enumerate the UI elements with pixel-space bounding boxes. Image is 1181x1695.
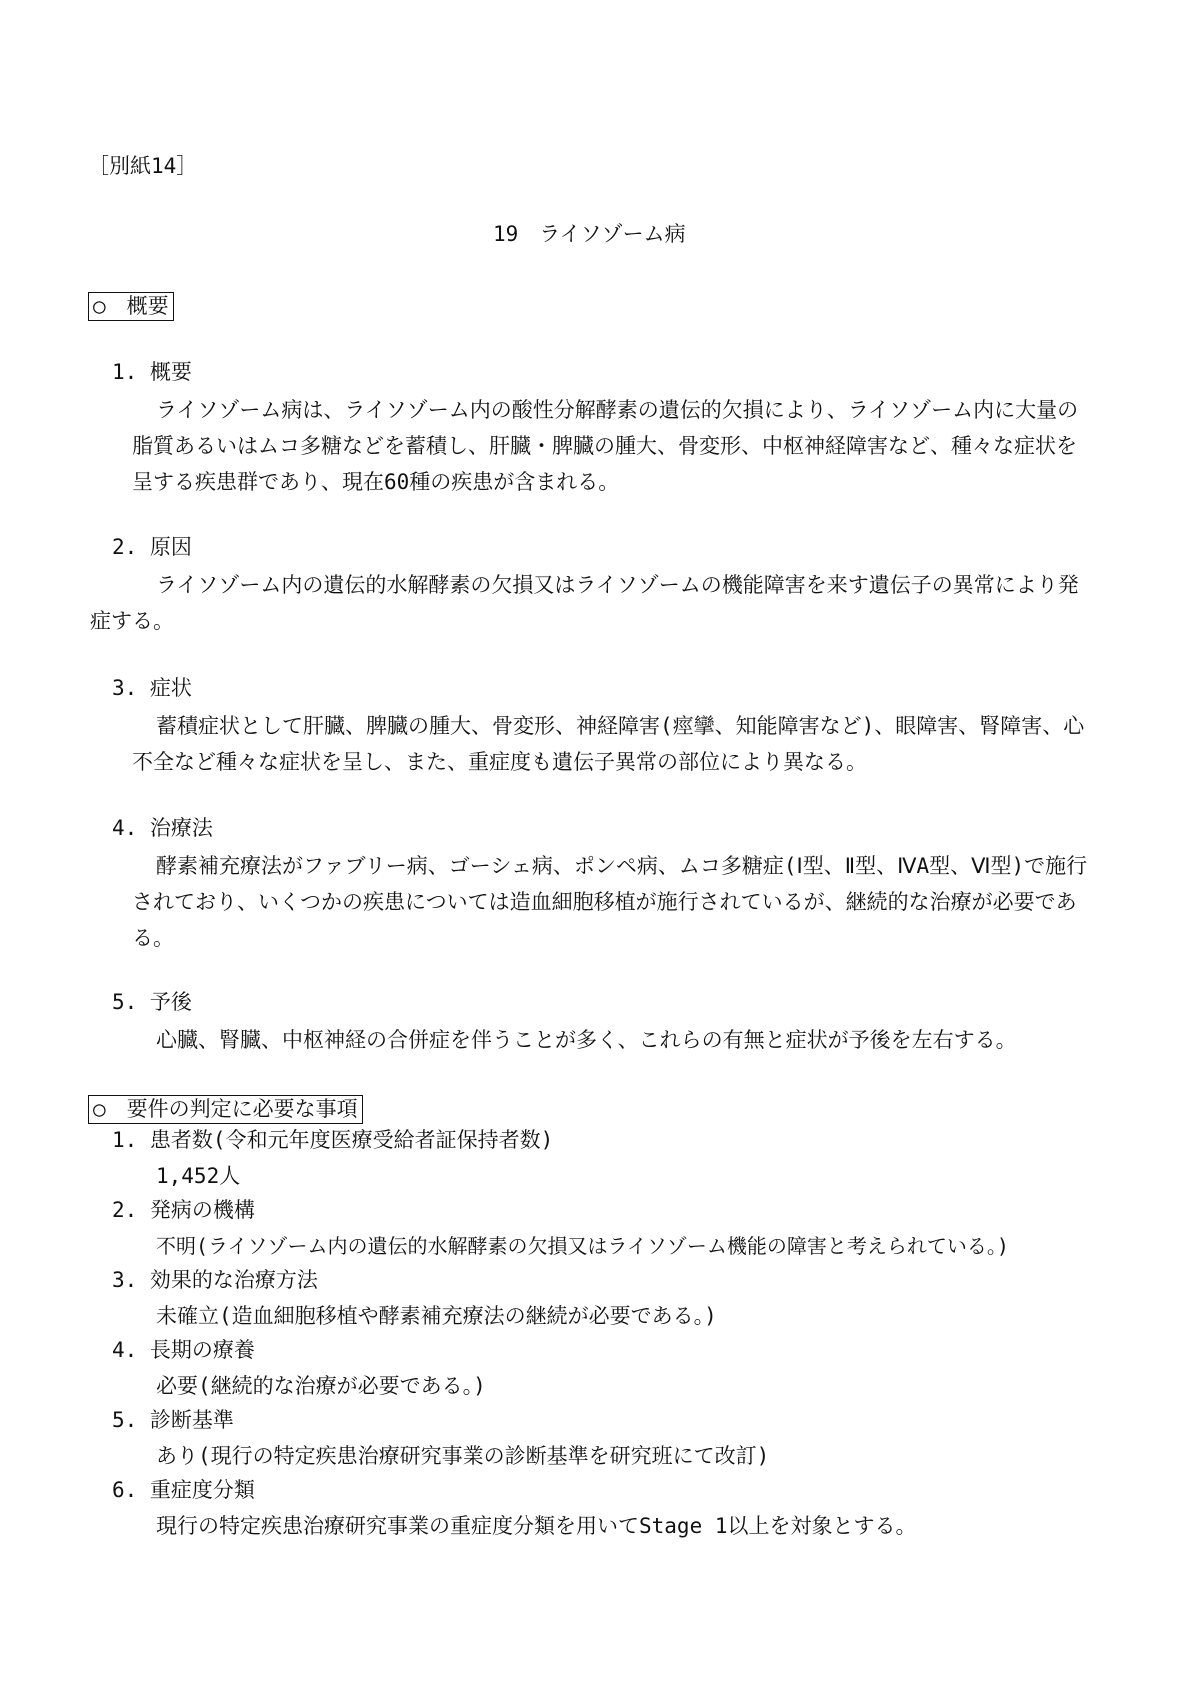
requirement-item-value: 必要(継続的な治療が必要である。): [156, 1374, 486, 1398]
requirement-item-heading: 1. 患者数(令和元年度医療受給者証保持者数): [112, 1128, 554, 1152]
requirement-item-value: 1,452人: [156, 1164, 241, 1188]
overview-item-heading: 1. 概要: [112, 360, 192, 384]
overview-item-heading: 2. 原因: [112, 535, 192, 559]
overview-item-paragraph: 蓄積症状として肝臓、脾臓の腫大、骨変形、神経障害(痙攣、知能障害など)、眼障害、腎障害、心不全など種々な症状を呈し、また、重症度も遺伝子異常の部位により異なる。: [132, 714, 1085, 774]
requirement-item-heading: 3. 効果的な治療方法: [112, 1268, 318, 1292]
overview-item-paragraph: 酵素補充療法がファブリー病、ゴーシェ病、ポンペ病、ムコ多糖症(Ⅰ型、Ⅱ型、ⅣA型、Ⅵ型)で施行されており、いくつかの疾患については造血細胞移植が施行されているが、継続的な治療が必要である。: [132, 854, 1088, 950]
requirement-item-value: 現行の特定疾患治療研究事業の重症度分類を用いてStage 1以上を対象とする。: [156, 1514, 917, 1538]
requirement-item-heading: 5. 診断基準: [112, 1408, 234, 1432]
requirement-item-value: 不明(ライソゾーム内の遺伝的水解酵素の欠損又はライソゾーム機能の障害と考えられている。): [156, 1234, 1009, 1258]
requirement-item-heading: 4. 長期の療養: [112, 1338, 255, 1362]
overview-item-heading: 5. 予後: [112, 990, 192, 1014]
overview-section-header: ○ 概要: [88, 292, 174, 321]
page-title: 19 ライソゾーム病: [493, 222, 686, 246]
attachment-label: ［別紙14］: [88, 154, 198, 178]
requirement-item-value: 未確立(造血細胞移植や酵素補充療法の継続が必要である。): [156, 1304, 717, 1328]
overview-item-paragraph: ライソゾーム病は、ライソゾーム内の酸性分解酵素の遺伝的欠損により、ライソゾーム内に大量の脂質あるいはムコ多糖などを蓄積し、肝臓・脾臓の腫大、骨変形、中枢神経障害など、種々な症状を呈する疾患群であり、現在60種の疾患が含まれる。: [132, 398, 1079, 494]
requirement-item-heading: 6. 重症度分類: [112, 1478, 255, 1502]
requirement-item-heading: 2. 発病の機構: [112, 1198, 255, 1222]
overview-item-heading: 3. 症状: [112, 676, 192, 700]
overview-item-paragraph: ライソゾーム内の遺伝的水解酵素の欠損又はライソゾームの機能障害を来す遺伝子の異常により発症する。: [90, 573, 1079, 633]
requirements-section-header: ○ 要件の判定に必要な事項: [88, 1095, 363, 1124]
requirement-item-value: あり(現行の特定疾患治療研究事業の診断基準を研究班にて改訂): [156, 1444, 770, 1468]
overview-item-paragraph: 心臓、腎臓、中枢神経の合併症を伴うことが多く、これらの有無と症状が予後を左右する。: [156, 1028, 1017, 1052]
overview-item-heading: 4. 治療法: [112, 816, 213, 840]
